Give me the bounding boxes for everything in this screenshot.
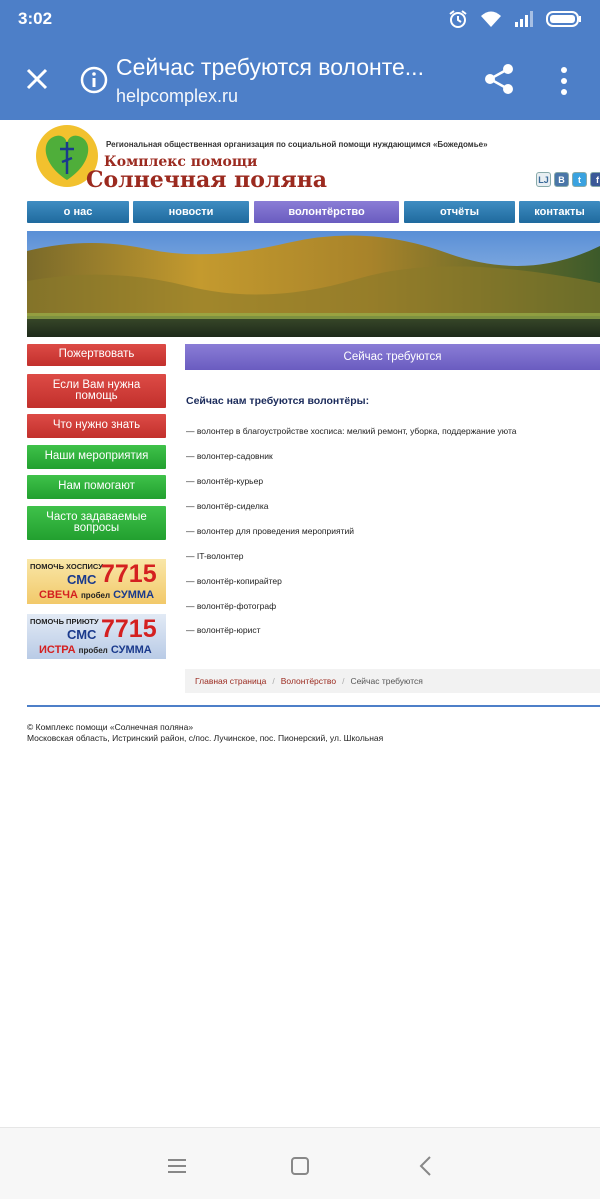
social-links: [536, 172, 600, 187]
signal-icon: [514, 10, 534, 28]
site-name: Солнечная поляна: [86, 167, 328, 193]
page-title: Сейчас требуются волонте...: [116, 54, 424, 80]
nav-reports[interactable]: отчёты: [404, 201, 515, 223]
breadcrumb-current: Сейчас требуются: [350, 676, 423, 686]
status-time: 3:02: [18, 9, 53, 28]
list-item: — волонтёр-сиделка: [186, 501, 269, 511]
info-icon[interactable]: [80, 66, 108, 94]
list-item: — волонтёр-курьер: [186, 476, 264, 486]
breadcrumb-separator: /: [272, 676, 275, 686]
org-description: Региональная общественная организация по социальной помощи нуждающимся «Божедомье»: [106, 140, 488, 149]
browser-toolbar: [0, 40, 600, 120]
nav-contacts[interactable]: контакты: [519, 201, 600, 223]
breadcrumb-volunteering-link[interactable]: Волонтёрство: [280, 676, 337, 686]
what-to-know-button[interactable]: Что нужно знать: [27, 414, 166, 438]
header-banner-image: [27, 231, 600, 337]
status-icons: [448, 9, 582, 29]
twitter-icon[interactable]: t: [572, 172, 587, 187]
vkontakte-icon[interactable]: B: [554, 172, 569, 187]
close-icon: [25, 67, 49, 91]
they-help-us-button[interactable]: Нам помогают: [27, 475, 166, 499]
donate-button[interactable]: Пожертвовать: [27, 344, 166, 366]
list-item: — волонтер в благоустройстве хосписа: мелкий ремонт, уборка, поддержание уюта: [186, 426, 517, 436]
faq-button[interactable]: Часто задаваемые вопросы: [27, 506, 166, 540]
list-item: — волонтер-садовник: [186, 451, 273, 461]
breadcrumb-separator: /: [342, 676, 345, 686]
battery-icon: [546, 11, 582, 27]
footer-divider: [27, 705, 600, 707]
page-url: helpcomplex.ru: [116, 86, 239, 106]
breadcrumb-home-link[interactable]: Главная страница: [195, 676, 267, 686]
site-subtitle: Комплекс помощи: [104, 154, 258, 170]
volunteers-heading: Сейчас нам требуются волонтёры:: [186, 395, 370, 407]
list-item: — волонтёр-копирайтер: [186, 576, 282, 586]
breadcrumb: [185, 669, 600, 693]
overflow-menu-button[interactable]: [552, 64, 576, 98]
sms-hospice-banner[interactable]: ПОМОЧЬ ХОСПИСУ СМС 7715 СВЕЧА пробел СУММА: [27, 559, 166, 604]
nav-about[interactable]: о нас: [27, 201, 129, 223]
system-navigation-bar: [0, 1127, 600, 1199]
status-bar: [0, 0, 600, 40]
list-item: — IT-волонтер: [186, 551, 244, 561]
recent-apps-icon[interactable]: [165, 1154, 189, 1178]
list-item: — волонтёр-фотограф: [186, 601, 277, 611]
close-button[interactable]: [20, 62, 54, 96]
footer-address: Московская область, Истринский район, с/пос. Лучинское, пос. Пионерский, ул. Школьная: [27, 733, 384, 743]
home-icon[interactable]: [288, 1154, 312, 1178]
web-page: [0, 120, 600, 1125]
wifi-icon: [480, 10, 502, 28]
nav-volunteering[interactable]: волонтёрство: [254, 201, 399, 223]
share-icon[interactable]: [482, 62, 516, 96]
section-title: Сейчас требуются: [185, 344, 600, 370]
our-events-button[interactable]: Наши мероприятия: [27, 445, 166, 469]
back-icon[interactable]: [414, 1154, 438, 1178]
facebook-icon[interactable]: f: [590, 172, 600, 187]
nav-news[interactable]: новости: [133, 201, 249, 223]
livejournal-icon[interactable]: LJ: [536, 172, 551, 187]
need-help-button[interactable]: Если Вам нужна помощь: [27, 374, 166, 408]
alarm-icon: [448, 9, 468, 29]
footer-copyright: © Комплекс помощи «Солнечная поляна»: [27, 722, 194, 732]
sms-shelter-banner[interactable]: ПОМОЧЬ ПРИЮТУ СМС 7715 ИСТРА пробел СУММА: [27, 614, 166, 659]
list-item: — волонтер для проведения мероприятий: [186, 526, 355, 536]
list-item: — волонтёр-юрист: [186, 625, 261, 635]
